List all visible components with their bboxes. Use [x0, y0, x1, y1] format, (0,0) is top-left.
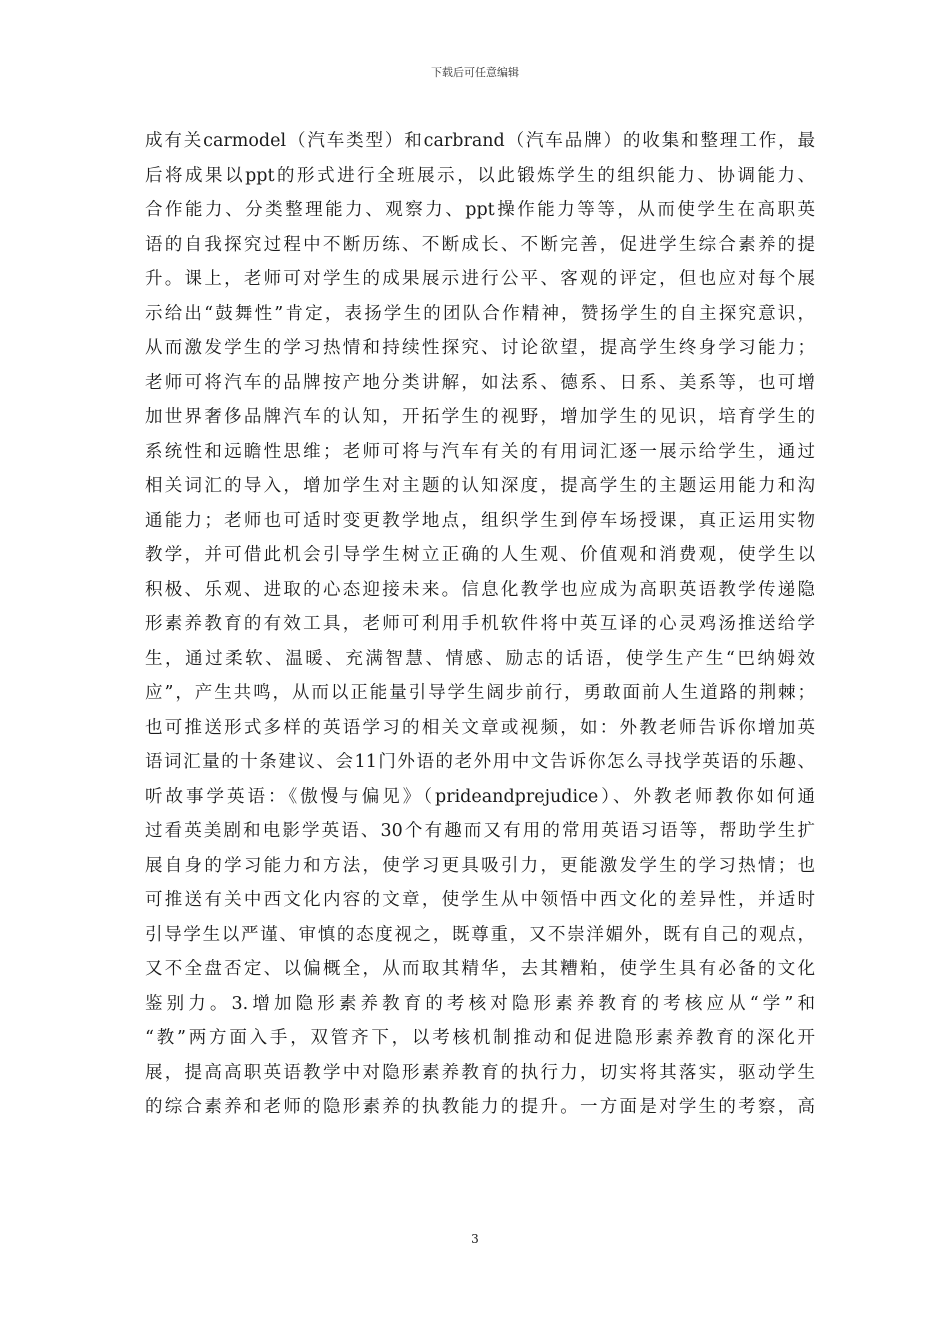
body-line: 听故事学英语：《傲慢与偏见》（prideandprejudice）、外教老师教你如何通	[145, 786, 815, 807]
body-line: 后将成果以ppt的形式进行全班展示，以此锻炼学生的组织能力、协调能力、	[145, 165, 815, 186]
body-line: 形素养教育的有效工具，老师可利用手机软件将中英互译的心灵鸡汤推送给学	[145, 614, 815, 634]
body-line: 合作能力、分类整理能力、观察力、ppt操作能力等等，从而使学生在高职英	[145, 200, 815, 220]
body-line: 老师可将汽车的品牌按产地分类讲解，如法系、德系、日系、美系等，也可增	[145, 372, 815, 393]
body-line: 系统性和远瞻性思维；老师可将与汽车有关的有用词汇逐一展示给学生，通过	[145, 441, 815, 462]
body-line: 加世界奢侈品牌汽车的认知，开拓学生的视野，增加学生的见识，培育学生的	[145, 407, 815, 427]
body-line: 积极、乐观、进取的心态迎接未来。信息化教学也应成为高职英语教学传递隐	[145, 579, 815, 600]
body-line: 相关词汇的导入，增加学生对主题的认知深度，提高学生的主题运用能力和沟	[145, 476, 815, 496]
body-line: 展自身的学习能力和方法，使学习更具吸引力，更能激发学生的学习热情；也	[145, 855, 815, 876]
body-line: “教”两方面入手，双管齐下，以考核机制推动和促进隐形素养教育的深化开	[145, 1028, 815, 1048]
body-line: 语词汇量的十条建议、会11门外语的老外用中文告诉你怎么寻找学英语的乐趣、	[145, 752, 815, 772]
body-line: 过看英美剧和电影学英语、30个有趣而又有用的常用英语习语等，帮助学生扩	[145, 821, 815, 841]
body-line: 从而激发学生的学习热情和持续性探究、讨论欲望，提高学生终身学习能力；	[145, 338, 815, 358]
body-line: 成有关carmodel（汽车类型）和carbrand（汽车品牌）的收集和整理工作，最	[145, 131, 815, 151]
body-line: 生，通过柔软、温暖、充满智慧、情感、励志的话语，使学生产生“巴纳姆效	[145, 648, 815, 669]
page-header: 下载后可任意编辑	[431, 66, 519, 79]
page-number: 3	[471, 1232, 479, 1246]
body-line: 示给出“鼓舞性”肯定，表扬学生的团队合作精神，赞扬学生的自主探究意识，	[145, 303, 815, 324]
body-line: 语的自我探究过程中不断历练、不断成长、不断完善，促进学生综合素养的提	[145, 234, 815, 255]
body-line: 鉴别力。3.增加隐形素养教育的考核对隐形素养教育的考核应从“学”和	[145, 993, 815, 1014]
body-line: 应”，产生共鸣，从而以正能量引导学生阔步前行，勇敢面前人生道路的荆棘；	[145, 683, 815, 703]
body-line: 升。课上，老师可对学生的成果展示进行公平、客观的评定，但也应对每个展	[145, 269, 815, 289]
body-line: 通能力；老师也可适时变更教学地点，组织学生到停车场授课，真正运用实物	[145, 510, 815, 531]
body-line: 可推送有关中西文化内容的文章，使学生从中领悟中西文化的差异性，并适时	[145, 890, 815, 910]
body-line: 展，提高高职英语教学中对隐形素养教育的执行力，切实将其落实，驱动学生	[145, 1062, 815, 1083]
body-line: 引导学生以严谨、审慎的态度视之，既尊重，又不崇洋媚外，既有自己的观点，	[145, 924, 815, 945]
body-line: 的综合素养和老师的隐形素养的执教能力的提升。一方面是对学生的考察，高	[145, 1097, 815, 1117]
body-text	[145, 124, 815, 1125]
body-line: 也可推送形式多样的英语学习的相关文章或视频，如：外教老师告诉你增加英	[145, 717, 815, 738]
body-line: 又不全盘否定、以偏概全，从而取其精华，去其糟粕，使学生具有必备的文化	[145, 959, 815, 979]
body-line: 教学，并可借此机会引导学生树立正确的人生观、价值观和消费观，使学生以	[145, 545, 815, 565]
